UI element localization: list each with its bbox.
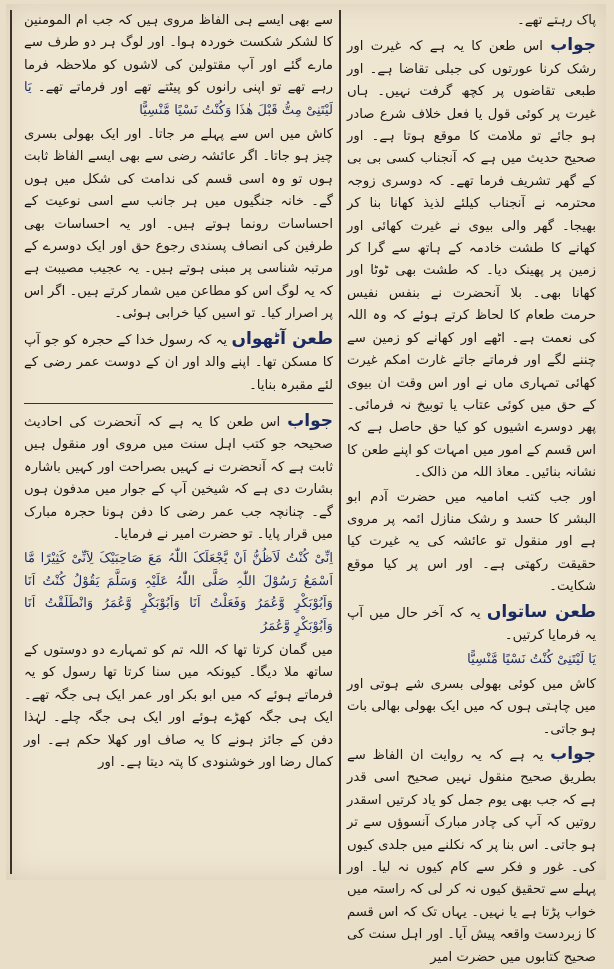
arabic-quote: یَا لَیْتَنِیْ مِتُّ قَبْلَ ھٰذَا وَکُنْتُ نَسْیًا مَّنْسِیًّا bbox=[24, 80, 333, 118]
arabic-quote: اِنِّیْ کُنْتُ لَاَظُنُّ اَنْ یَّجْعَلَکَ اللّٰہُ مَعَ صَاحِبَیْکَ لِاَنِّیْ کَثِیْرًا مَّا اَسْمَعُ رَسُوْلَ اللّٰہِ صَلَّی اللّٰہُ عَلَیْہِ وَسَلَّمَ یَقُوْلُ کُنْتُ اَنَا وَاَبُوْبَکْرٍ وَّعُمَرُ وَفَعَلْتُ اَنَا وَاَبُوْبَکْرٍ وَّعُمَرُ وَانْطَلَقْتُ اَنَا وَاَبُوْبَکْرٍ وَّعُمَرُ bbox=[24, 551, 333, 634]
objection-heading: طعن ساتواں bbox=[486, 601, 596, 622]
paragraph-text: یہ کہ آخر حال میں آپ یہ فرمایا کرتیں۔ bbox=[347, 605, 596, 643]
answer-heading: جواب bbox=[550, 744, 596, 764]
arabic-quote: یَا لَیْتَنِیْ کُنْتُ نَسْیًا مَّنْسِیًّا bbox=[467, 652, 596, 668]
left-column bbox=[18, 10, 340, 874]
paragraph: کاش میں اس سے پہلے مر جاتا۔ اور ایک بھولی بسری چیز ہو جاتا۔ اگر عائشہ رضی سے بھی ایسے الفاظ ثابت ہوں تو وہ اسی قسم کی ندامت کی شکل میں ہوں گے۔ خانہ جنگیوں میں ہر جانب سے اسی نوعیت کے احساسات رونما ہوتے ہیں۔ اور یہ احساسات بھی طرفین کی انصاف پسندی رجوع حق اور ایک دوسرے کے مرتبہ شناسی پر مبنی ہوتے ہیں۔ یہ عجیب مصیبت ہے کہ یہ لوگ اس کو مطاعن میں شمار کرتے ہیں۔ اگر اس پر اصرار کیا۔ تو اسیں کیا خرابی ہوئی۔ bbox=[24, 127, 333, 322]
answer-heading: جواب bbox=[550, 35, 597, 56]
book-page bbox=[6, 4, 606, 965]
paragraph: پاک رہتے تھے۔ bbox=[517, 13, 596, 28]
paragraph-with-heading bbox=[347, 601, 596, 648]
paragraph: میں گمان کرتا تھا کہ اللہ تم کو تمہارے دو دوستوں کے ساتھ ملا دیگا۔ کیونکہ میں سنا کرتا تھا رسول کو یہ فرماتے ہوئے کہ میں ابو بکر اور عمر ایک ہی جگہ تھے۔ ایک ہی جگہ کھڑے ہوئے اور ایک ہی جگہ چلے۔ لہٰذا دفن کے جائز ہونے کا یہ صاف اور کھلا حکم ہے۔ اور کمال رضا اور خوشنودی کا پتہ دیتا ہے۔ اور bbox=[24, 642, 333, 770]
paragraph: اور جب کتب امامیہ میں حضرت آدم ابو البشر کا حسد و رشک منازل ائمہ پر مروی ہے اور منقول تو عائشہ کی یہ غیرت کیا حقیقت رکھتی ہے۔ اور اس پر کیا موقع شکایت۔ bbox=[347, 489, 596, 595]
divider bbox=[24, 403, 333, 404]
paragraph-text: اس طعن کا یہ ہے کہ آنحضرت کی احادیث صحیحہ جو کتب اہل سنت میں مروی اور منقول ہیں ثابت ہے کہ آنحضرت نے کہیں بصراحت اور کہیں باشارہ بشارت دی ہے کہ شیخین آپ کے جوار میں مدفون ہوں گے۔ چنانچہ جب عمر رضی کا دفن ہونا حجرہ مبارک میں قرار پایا۔ تو حضرت امیر نے فرمایا۔ bbox=[24, 414, 333, 542]
paragraph-text: اس طعن کا یہ ہے کہ غیرت اور رشک کرنا عورتوں کی جبلی تقاضا ہے۔ اور طبعی تقاضوں پر کچھ گرفت نہیں۔ ہاں غیرت پر کوئی قول یا فعل خلاف شرع صادر ہو جائے تو ملامت کا موقع ہوتا ہے۔ اور صحیح حدیث میں ہے کہ آنجناب کسی بی بی کے گھر تشریف فرما تھے۔ کہ دوسری زوجہ محترمہ نے آنجناب کیلئے لذیذ کھانا بنا کر بھیجا۔ گھر والی بیوی نے غیرت کھائی اور کھانے کا طشت خادمہ کے ہاتھ سے گرا کر زمین پر پھینک دیا۔ کہ طشت بھی ٹوٹا اور کھانا بھی۔ بلا آنحضرت نے بنفس نفیس حرمت طعام کا لحاظ کرتے ہوئے کہ وہ اللہ کی نعمت ہے۔ اٹھے اور کھانے کو زمین سے چننے لگے اور فرماتے جاتے غارت امکم غیرت کھائی تمہاری ماں نے اور اس وقت ان بیوی کے حق میں کوئی عتاب یا توبیخ نہ فرمائی۔ پھر دوسرے اشیوں کو کیا حق حاصل ہے کہ اس قسم کے امور میں امہات کو اپنے طعن کا نشانہ بنائیں۔ معاذ اللہ من ذالک۔ bbox=[347, 39, 596, 481]
objection-heading: طعن آٹھواں bbox=[231, 328, 333, 349]
paragraph bbox=[24, 10, 333, 122]
paragraph-with-heading bbox=[24, 410, 333, 546]
paragraph-text: یہ ہے کہ یہ روایت ان الفاظ سے بطریق صحیح منقول نہیں صحیح اسی قدر ہے کہ جب بھی یوم جمل کو یاد کرتیں اسقدر روتیں کہ آپ کی چادر مبارک آنسوؤں سے تر ہو جاتی۔ اس بنا پر کہ نکلنے میں جلدی کیوں کی۔ غور و فکر سے کام کیوں نہ لیا۔ اور پہلے سے تحقیق کیوں نہ کر لی کہ راستہ میں خواب پڑتا ہے یا نہیں۔ یہاں تک کہ اس قسم کا زبردست واقعہ پیش آیا۔ اور اہل سنت کی صحیح کتابوں میں حضرت امیر bbox=[347, 748, 596, 965]
paragraph-text: سے بھی ایسے ہی الفاظ مروی ہیں کہ جب ام المومنین کا لشکر شکست خوردہ ہوا۔ اور لوگ ہر دو طرف سے مارے گئے اور آپ مقتولین کی لاشوں کو ملاحظہ فرما رہے تھے تو اپنی رانوں کو پیٹتے تھے اور فرماتے تھے۔ bbox=[24, 13, 333, 96]
answer-heading: جواب bbox=[287, 410, 333, 431]
right-column bbox=[340, 10, 602, 965]
paragraph-with-heading bbox=[24, 328, 333, 397]
paragraph-with-heading bbox=[347, 34, 596, 484]
paragraph-with-heading bbox=[347, 743, 596, 969]
paragraph-text: یہ کہ رسول خدا کے حجرہ کو جو آپ کا مسکن تھا۔ اپنے والد اور ان کے دوست عمر رضی کے لئے مقبرہ بنایا۔ bbox=[24, 332, 333, 393]
paragraph: کاش میں کوئی بھولی بسری شے ہوتی اور میں چاہتی ہوں کہ میں ایک بھولی بھالی بات ہو جاتی۔ bbox=[347, 676, 596, 737]
